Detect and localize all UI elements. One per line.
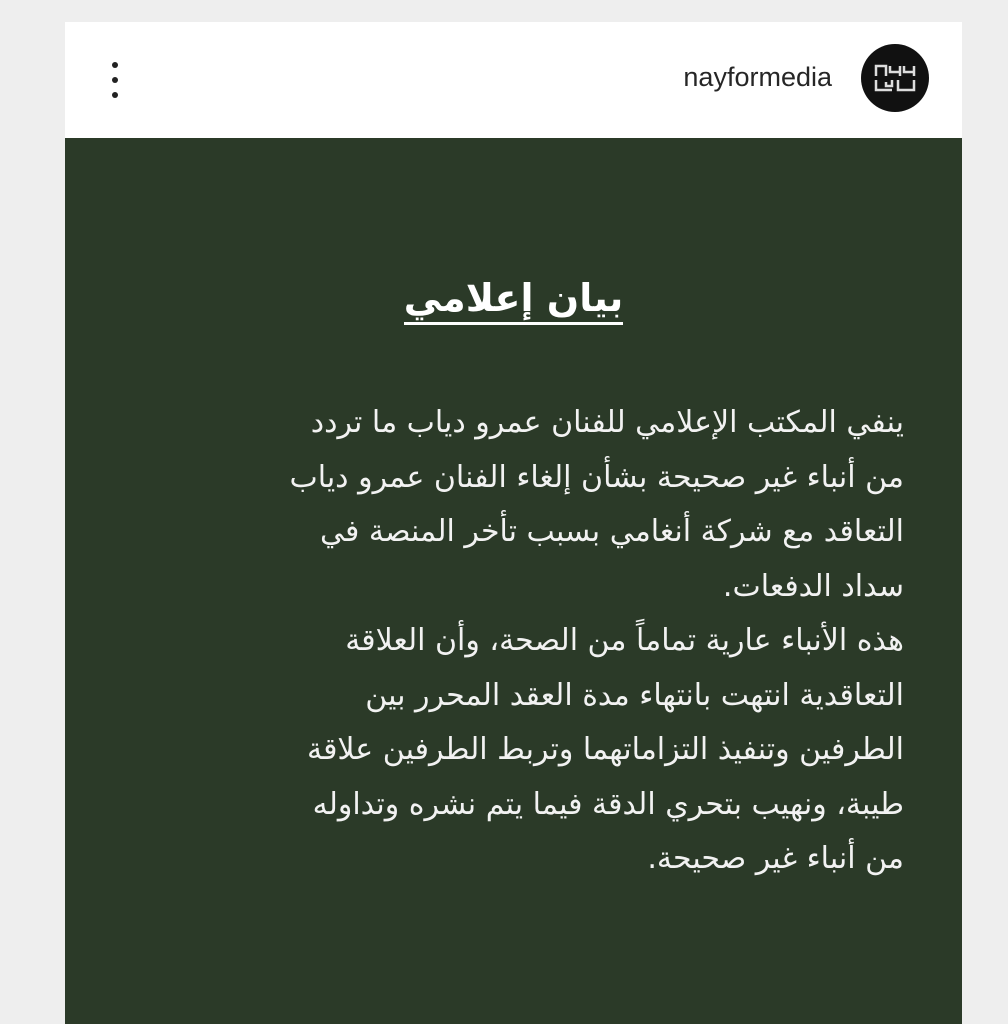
statement-body — [84, 396, 904, 887]
statement-line: من أنباء غير صحيحة بشأن إلغاء الفنان عمرو دياب — [289, 459, 904, 495]
statement-line: من أنباء غير صحيحة. — [647, 841, 904, 876]
dot — [112, 92, 118, 98]
title-text: بيان إعلامي — [404, 276, 624, 325]
dot — [112, 62, 118, 68]
statement-title — [65, 276, 962, 320]
statement-line: التعاقدية انتهت بانتهاء مدة العقد المحرر بين — [365, 677, 904, 713]
statement-line: سداد الدفعات. — [722, 568, 904, 604]
dot — [112, 77, 118, 83]
statement-line: التعاقد مع شركة أنغامي بسبب تأخر المنصة في — [320, 514, 904, 549]
statement-line: طيبة، ونهيب بتحري الدقة فيما يتم نشره وتداوله — [312, 786, 904, 822]
avatar[interactable] — [861, 44, 929, 112]
statement-line: الطرفين وتنفيذ التزاماتهما وتربط الطرفين علاقة — [306, 732, 904, 767]
username-link[interactable]: nayformedia — [683, 62, 832, 92]
post-image — [65, 138, 962, 1024]
post-card — [65, 22, 962, 1024]
statement-line: ينفي المكتب الإعلامي للفنان عمرو دياب ما تردد — [310, 405, 904, 440]
more-options-button[interactable] — [103, 60, 127, 100]
post-header — [65, 22, 962, 138]
statement-line: هذه الأنباء عارية تماماً من الصحة، وأن العلاقة — [345, 623, 904, 658]
nayformedia-logo-icon — [872, 60, 918, 96]
